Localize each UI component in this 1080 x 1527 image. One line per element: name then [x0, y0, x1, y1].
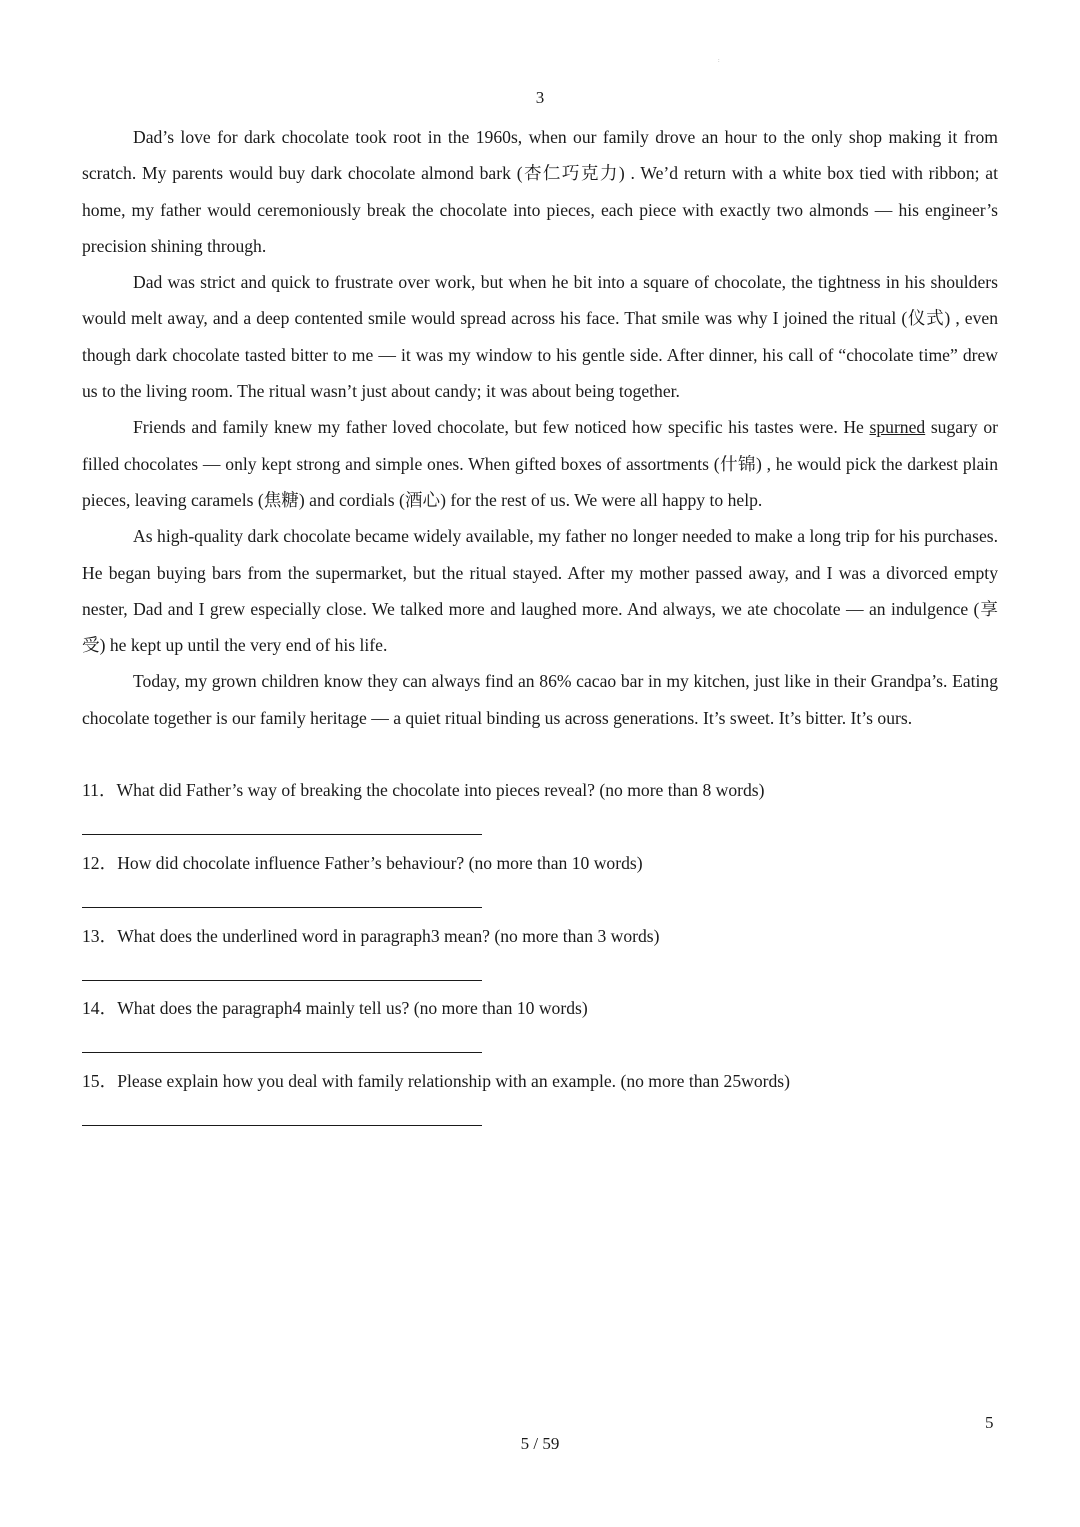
- question-15: [82, 1063, 998, 1136]
- question-text: [82, 990, 998, 1026]
- answer-line[interactable]: [82, 907, 482, 908]
- question-prompt: Please explain how you deal with family relationship with an example. (no more than 25words): [117, 1071, 791, 1092]
- answer-line[interactable]: [82, 834, 482, 835]
- paragraph-text: Dad’s love for dark chocolate took root in the 1960s, when our family drove an hour to the only shop making it from scratch. My parents would buy dark chocolate almond bark (杏仁巧克力) . We’d return with a white box tied with ribbon; at home, my father would ceremoniously break the chocolate into pieces, each piece with exactly two almonds — his engineer’s precision shining through.: [82, 127, 1003, 256]
- underlined-word: spurned: [869, 417, 926, 438]
- paragraph-1: [82, 119, 1003, 264]
- question-number: 15．: [82, 1071, 118, 1092]
- question-12: [82, 845, 998, 918]
- corner-mark: :: [718, 58, 720, 64]
- question-text: [82, 918, 998, 954]
- paragraph-text: As high-quality dark chocolate became widely available, my father no longer needed to make a long trip for his purchases. He began buying bars from the supermarket, but the ritual stayed. After my mother passed away, and I was a divorced empty nester, Dad and I grew especially close. We talked more and laughed more. And always, we ate chocolate — an indulgence (享受) he kept up until the very end of his life.: [82, 526, 1003, 656]
- question-prompt: What does the paragraph4 mainly tell us? (no more than 10 words): [117, 998, 588, 1019]
- answer-line[interactable]: [82, 1052, 482, 1053]
- paragraph-text: Friends and family knew my father loved chocolate, but few noticed how specific his tastes were. He: [133, 417, 870, 438]
- answer-line[interactable]: [82, 1125, 482, 1126]
- paragraph-text: Today, my grown children know they can always find an 86% cacao bar in my kitchen, just like in their Grandpa’s. Eating chocolate together is our family heritage — a quiet ritual binding us across generations. It’s sweet. It’s bitter. It’s ours.: [82, 671, 1003, 728]
- reading-passage: [82, 119, 1003, 736]
- question-number: 14．: [82, 998, 118, 1019]
- question-prompt: What does the underlined word in paragraph3 mean? (no more than 3 words): [117, 925, 660, 946]
- question-list: [82, 772, 998, 1136]
- question-11: [82, 772, 998, 845]
- paragraph-5: [82, 663, 1003, 736]
- page-counter: 5 / 59: [520, 1434, 560, 1453]
- question-text: [82, 845, 998, 881]
- question-number: 13．: [82, 925, 118, 946]
- question-13: [82, 918, 998, 991]
- question-text: [82, 1063, 998, 1099]
- answer-line[interactable]: [82, 980, 482, 981]
- paragraph-text: sugary or filled chocolates — only kept strong and simple ones. When gifted boxes of assortments (什锦) , he would pick the darkest plain pieces, leaving caramels (焦糖) and cordials (酒心) for the rest of us. We were all happy to help.: [82, 417, 1003, 510]
- question-number: 12．: [82, 852, 118, 873]
- question-14: [82, 990, 998, 1063]
- paragraph-4: [82, 518, 1003, 663]
- question-number: 11．: [82, 780, 117, 800]
- question-prompt: What did Father’s way of breaking the chocolate into pieces reveal? (no more than 8 words): [116, 780, 765, 800]
- corner-page-number: 5: [985, 1413, 994, 1432]
- paragraph-3: [82, 409, 1003, 518]
- question-text: [82, 772, 998, 808]
- paragraph-2: [82, 264, 1003, 409]
- question-prompt: How did chocolate influence Father’s behaviour? (no more than 10 words): [117, 852, 643, 873]
- page-label: 3: [535, 88, 545, 107]
- paragraph-text: Dad was strict and quick to frustrate over work, but when he bit into a square of chocolate, the tightness in his shoulders would melt away, and a deep contented smile would spread across his face. That smile was why I joined the ritual (仪式) , even though dark chocolate tasted bitter to me — it was my window to his gentle side. After dinner, his call of “chocolate time” drew us to the living room. The ritual wasn’t just about candy; it was about being together.: [82, 272, 1003, 402]
